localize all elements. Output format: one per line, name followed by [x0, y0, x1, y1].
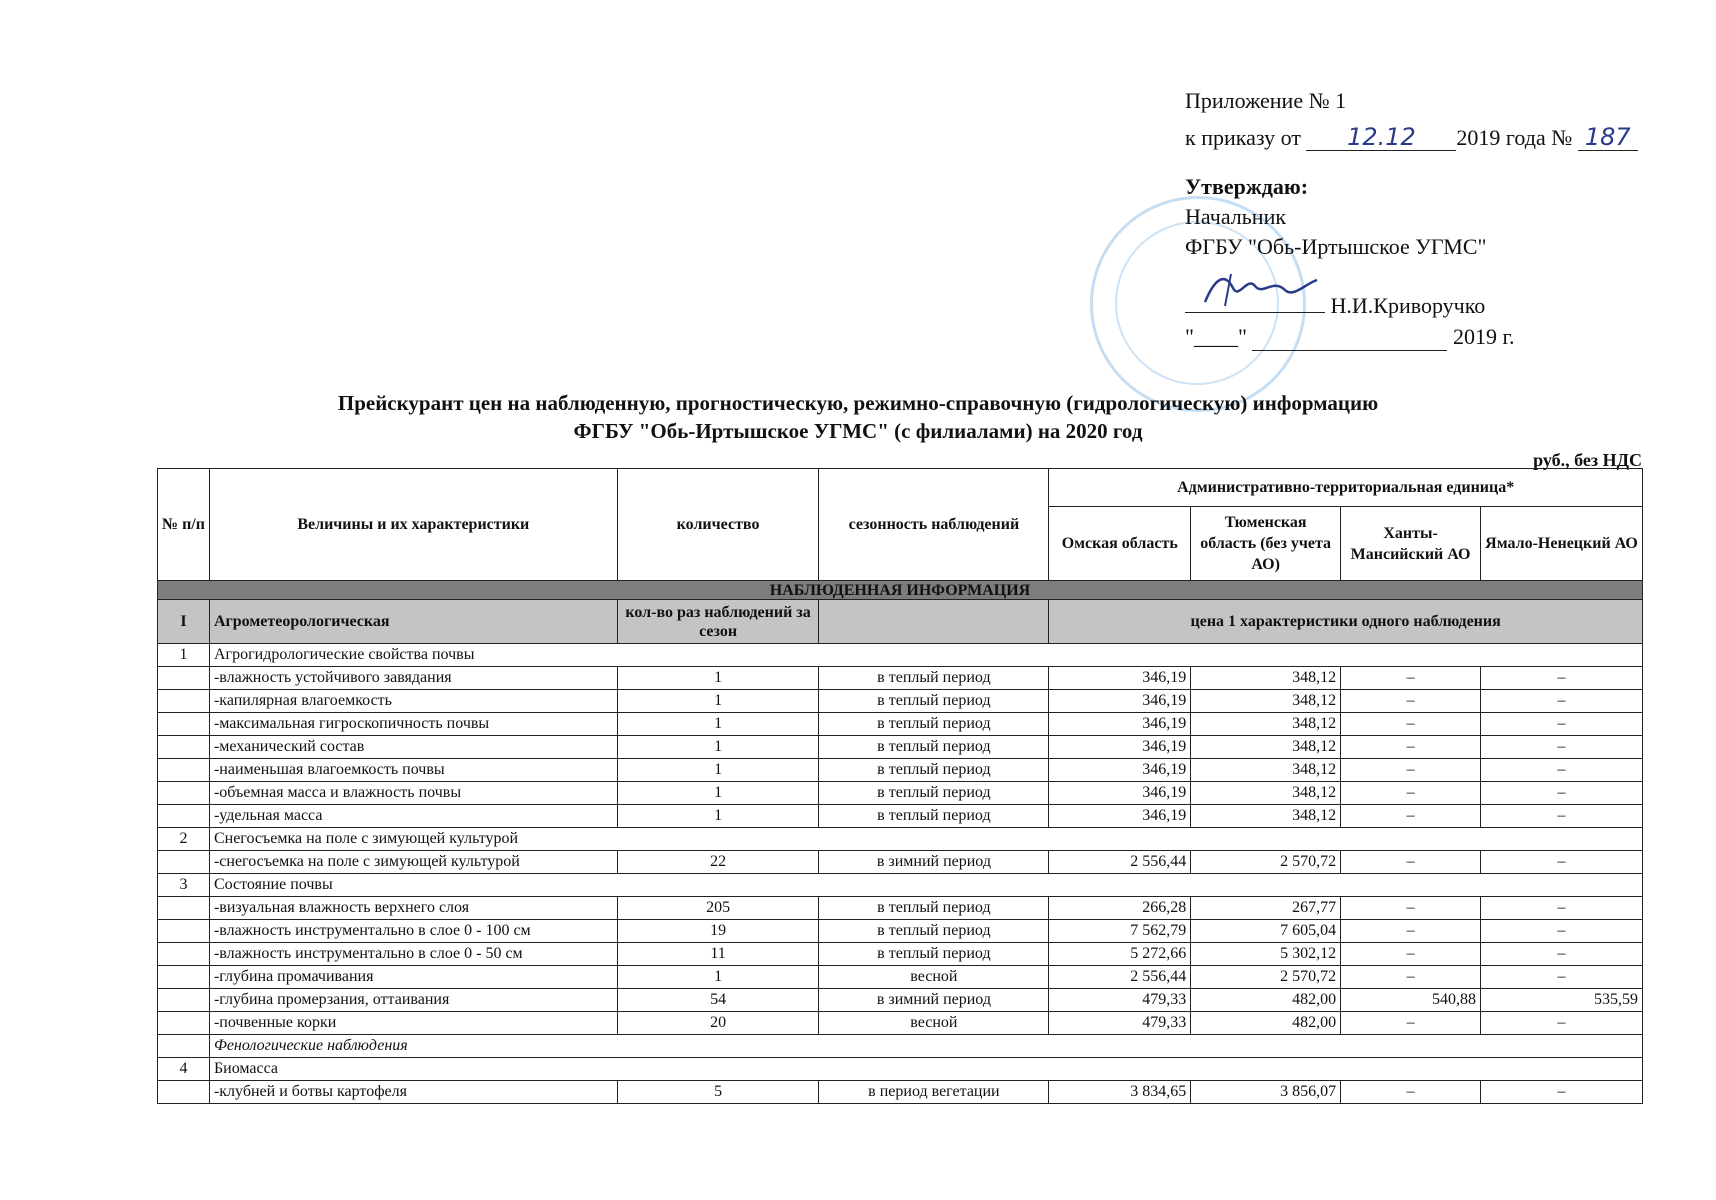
group-title: Состояние почвы	[209, 874, 1642, 897]
row-name-cell: -глубина промерзания, оттаивания	[209, 989, 617, 1012]
row-season-cell: в зимний период	[819, 851, 1049, 874]
row-name-cell: -визуальная влажность верхнего слоя	[209, 897, 617, 920]
subheader-season-empty	[819, 600, 1049, 644]
row-num-cell	[158, 920, 210, 943]
row-omsk-price: 2 556,44	[1049, 966, 1191, 989]
row-qty-cell: 20	[617, 1012, 819, 1035]
row-name-cell: -капилярная влагоемкость	[209, 690, 617, 713]
table-header	[158, 469, 1643, 581]
row-omsk-price: 346,19	[1049, 713, 1191, 736]
group-row	[158, 644, 1643, 667]
col-tyumen-header: Тюменская область (без учета АО)	[1191, 507, 1341, 581]
row-yamal-price: –	[1481, 667, 1643, 690]
row-yamal-price: –	[1481, 1081, 1643, 1104]
row-num-cell	[158, 851, 210, 874]
order-year: 2019 года №	[1456, 125, 1573, 150]
signature-line	[1185, 290, 1485, 319]
row-tyumen-price: 2 570,72	[1191, 851, 1341, 874]
row-omsk-price: 479,33	[1049, 1012, 1191, 1035]
group-num-cell: 2	[158, 828, 210, 851]
col-qty-header: количество	[617, 469, 819, 581]
handwritten-signature	[1195, 268, 1335, 308]
row-season-cell: в период вегетации	[819, 1081, 1049, 1104]
row-qty-cell: 11	[617, 943, 819, 966]
row-season-cell: в теплый период	[819, 920, 1049, 943]
row-season-cell: в теплый период	[819, 667, 1049, 690]
row-season-cell: в теплый период	[819, 713, 1049, 736]
order-line	[1185, 124, 1638, 151]
group-row	[158, 1058, 1643, 1081]
row-num-cell	[158, 713, 210, 736]
document-title-line2: ФГБУ "Обь-Иртышское УГМС" (с филиалами) на 2020 год	[573, 419, 1143, 443]
row-season-cell: весной	[819, 1012, 1049, 1035]
subheader-num: I	[158, 600, 210, 644]
row-name-cell: -механический состав	[209, 736, 617, 759]
row-yamal-price: –	[1481, 736, 1643, 759]
row-season-cell: в теплый период	[819, 943, 1049, 966]
row-name-cell: -объемная масса и влажность почвы	[209, 782, 617, 805]
subsection-title: Фенологические наблюдения	[209, 1035, 1642, 1058]
row-num-cell	[158, 782, 210, 805]
unit-note: руб., без НДС	[1533, 450, 1642, 470]
row-khanty-price: –	[1341, 897, 1481, 920]
row-season-cell: весной	[819, 966, 1049, 989]
group-row	[158, 874, 1643, 897]
row-yamal-price: –	[1481, 782, 1643, 805]
row-tyumen-price: 482,00	[1191, 989, 1341, 1012]
row-khanty-price: –	[1341, 667, 1481, 690]
order-date: 12.12	[1306, 124, 1456, 151]
row-yamal-price: –	[1481, 920, 1643, 943]
row-omsk-price: 5 272,66	[1049, 943, 1191, 966]
group-num-cell: 4	[158, 1058, 210, 1081]
row-num-cell	[158, 943, 210, 966]
col-yamal-header: Ямало-Ненецкий АО	[1481, 507, 1643, 581]
row-num-cell	[158, 989, 210, 1012]
row-omsk-price: 346,19	[1049, 736, 1191, 759]
row-season-cell: в теплый период	[819, 782, 1049, 805]
table-body	[158, 581, 1643, 1104]
table-row	[158, 1081, 1643, 1104]
row-tyumen-price: 348,12	[1191, 805, 1341, 828]
table-row	[158, 943, 1643, 966]
row-qty-cell: 1	[617, 805, 819, 828]
signer-name: Н.И.Криворучко	[1330, 293, 1486, 318]
row-num-cell	[158, 1081, 210, 1104]
table-row	[158, 690, 1643, 713]
row-qty-cell: 1	[617, 736, 819, 759]
row-qty-cell: 1	[617, 759, 819, 782]
subheader-price: цена 1 характеристики одного наблюдения	[1049, 600, 1643, 644]
row-omsk-price: 346,19	[1049, 667, 1191, 690]
row-name-cell: -глубина промачивания	[209, 966, 617, 989]
table-row	[158, 713, 1643, 736]
col-khanty-header: Ханты-Мансийский АО	[1341, 507, 1481, 581]
date-line	[1185, 324, 1515, 351]
row-season-cell: в теплый период	[819, 897, 1049, 920]
table-row	[158, 1012, 1643, 1035]
group-num-cell: 1	[158, 644, 210, 667]
subheader-qty: кол-во раз наблюдений за сезон	[617, 600, 819, 644]
row-omsk-price: 7 562,79	[1049, 920, 1191, 943]
row-khanty-price: 540,88	[1341, 989, 1481, 1012]
row-khanty-price: –	[1341, 920, 1481, 943]
table-row	[158, 989, 1643, 1012]
row-tyumen-price: 7 605,04	[1191, 920, 1341, 943]
row-yamal-price: –	[1481, 805, 1643, 828]
row-khanty-price: –	[1341, 736, 1481, 759]
row-season-cell: в теплый период	[819, 805, 1049, 828]
row-qty-cell: 1	[617, 690, 819, 713]
row-omsk-price: 479,33	[1049, 989, 1191, 1012]
row-tyumen-price: 348,12	[1191, 713, 1341, 736]
row-num-cell	[158, 1012, 210, 1035]
row-tyumen-price: 5 302,12	[1191, 943, 1341, 966]
group-row	[158, 1035, 1643, 1058]
table-row	[158, 782, 1643, 805]
row-khanty-price: –	[1341, 1081, 1481, 1104]
table-row	[158, 897, 1643, 920]
row-qty-cell: 1	[617, 713, 819, 736]
row-qty-cell: 5	[617, 1081, 819, 1104]
position-label: Начальник	[1185, 204, 1287, 229]
row-name-cell: -влажность устойчивого завядания	[209, 667, 617, 690]
row-qty-cell: 54	[617, 989, 819, 1012]
row-name-cell: -влажность инструментально в слое 0 - 100 см	[209, 920, 617, 943]
row-name-cell: -клубней и ботвы картофеля	[209, 1081, 617, 1104]
table-row	[158, 667, 1643, 690]
subheader-name: Агрометеорологическая	[209, 600, 617, 644]
price-table	[157, 468, 1643, 1104]
row-tyumen-price: 2 570,72	[1191, 966, 1341, 989]
row-khanty-price: –	[1341, 690, 1481, 713]
row-omsk-price: 346,19	[1049, 782, 1191, 805]
row-khanty-price: –	[1341, 1012, 1481, 1035]
row-num-cell	[158, 805, 210, 828]
row-yamal-price: 535,59	[1481, 989, 1643, 1012]
row-num-cell	[158, 966, 210, 989]
table-row	[158, 851, 1643, 874]
admin-unit-header: Административно-территориальная единица*	[1049, 469, 1643, 507]
row-khanty-price: –	[1341, 966, 1481, 989]
row-num-cell	[158, 736, 210, 759]
row-num-cell	[158, 897, 210, 920]
col-season-header: сезонность наблюдений	[819, 469, 1049, 581]
col-name-header: Величины и их характеристики	[209, 469, 617, 581]
group-num-cell	[158, 1035, 210, 1058]
date-blank	[1252, 324, 1447, 351]
row-tyumen-price: 482,00	[1191, 1012, 1341, 1035]
order-number: 187	[1578, 124, 1638, 151]
row-tyumen-price: 348,12	[1191, 759, 1341, 782]
row-num-cell	[158, 759, 210, 782]
row-tyumen-price: 348,12	[1191, 690, 1341, 713]
row-omsk-price: 346,19	[1049, 759, 1191, 782]
row-qty-cell: 1	[617, 782, 819, 805]
row-yamal-price: –	[1481, 966, 1643, 989]
col-num-header: № п/п	[158, 469, 210, 581]
row-num-cell	[158, 690, 210, 713]
row-season-cell: в теплый период	[819, 690, 1049, 713]
section-observed: НАБЛЮДЕННАЯ ИНФОРМАЦИЯ	[158, 581, 1643, 600]
row-name-cell: -почвенные корки	[209, 1012, 617, 1035]
row-season-cell: в теплый период	[819, 736, 1049, 759]
row-tyumen-price: 348,12	[1191, 782, 1341, 805]
row-yamal-price: –	[1481, 851, 1643, 874]
row-name-cell: -снегосъемка на поле с зимующей культурой	[209, 851, 617, 874]
row-tyumen-price: 348,12	[1191, 667, 1341, 690]
group-title: Агрогидрологические свойства почвы	[209, 644, 1642, 667]
row-name-cell: -наименьшая влагоемкость почвы	[209, 759, 617, 782]
approve-label: Утверждаю:	[1185, 174, 1309, 199]
row-season-cell: в зимний период	[819, 989, 1049, 1012]
col-omsk-header: Омская область	[1049, 507, 1191, 581]
row-omsk-price: 2 556,44	[1049, 851, 1191, 874]
group-title: Биомасса	[209, 1058, 1642, 1081]
row-khanty-price: –	[1341, 713, 1481, 736]
row-khanty-price: –	[1341, 782, 1481, 805]
row-omsk-price: 266,28	[1049, 897, 1191, 920]
row-yamal-price: –	[1481, 943, 1643, 966]
row-khanty-price: –	[1341, 943, 1481, 966]
row-yamal-price: –	[1481, 897, 1643, 920]
row-num-cell	[158, 667, 210, 690]
order-prefix: к приказу от	[1185, 125, 1301, 150]
organization-name: ФГБУ "Обь-Иртышское УГМС"	[1185, 234, 1487, 259]
date-year: 2019 г.	[1452, 324, 1515, 349]
row-yamal-price: –	[1481, 759, 1643, 782]
row-tyumen-price: 348,12	[1191, 736, 1341, 759]
row-omsk-price: 346,19	[1049, 690, 1191, 713]
row-qty-cell: 22	[617, 851, 819, 874]
table-row	[158, 805, 1643, 828]
row-tyumen-price: 267,77	[1191, 897, 1341, 920]
row-omsk-price: 346,19	[1049, 805, 1191, 828]
row-khanty-price: –	[1341, 805, 1481, 828]
group-row	[158, 828, 1643, 851]
row-yamal-price: –	[1481, 1012, 1643, 1035]
row-tyumen-price: 3 856,07	[1191, 1081, 1341, 1104]
group-title: Снегосъемка на поле с зимующей культурой	[209, 828, 1642, 851]
document-title-line1: Прейскурант цен на наблюденную, прогностическую, режимно-справочную (гидрологическую) информацию	[337, 391, 1379, 415]
table-row	[158, 759, 1643, 782]
table-row	[158, 736, 1643, 759]
row-qty-cell: 1	[617, 667, 819, 690]
table-row	[158, 920, 1643, 943]
row-qty-cell: 205	[617, 897, 819, 920]
row-qty-cell: 1	[617, 966, 819, 989]
row-khanty-price: –	[1341, 851, 1481, 874]
row-name-cell: -влажность инструментально в слое 0 - 50 см	[209, 943, 617, 966]
table-row	[158, 966, 1643, 989]
signature-field	[1185, 290, 1325, 313]
row-yamal-price: –	[1481, 713, 1643, 736]
row-name-cell: -удельная масса	[209, 805, 617, 828]
row-khanty-price: –	[1341, 759, 1481, 782]
row-name-cell: -максимальная гигроскопичность почвы	[209, 713, 617, 736]
row-qty-cell: 19	[617, 920, 819, 943]
appendix-label: Приложение № 1	[1185, 88, 1347, 113]
row-omsk-price: 3 834,65	[1049, 1081, 1191, 1104]
group-num-cell: 3	[158, 874, 210, 897]
row-season-cell: в теплый период	[819, 759, 1049, 782]
date-quote: "____"	[1185, 324, 1247, 349]
row-yamal-price: –	[1481, 690, 1643, 713]
